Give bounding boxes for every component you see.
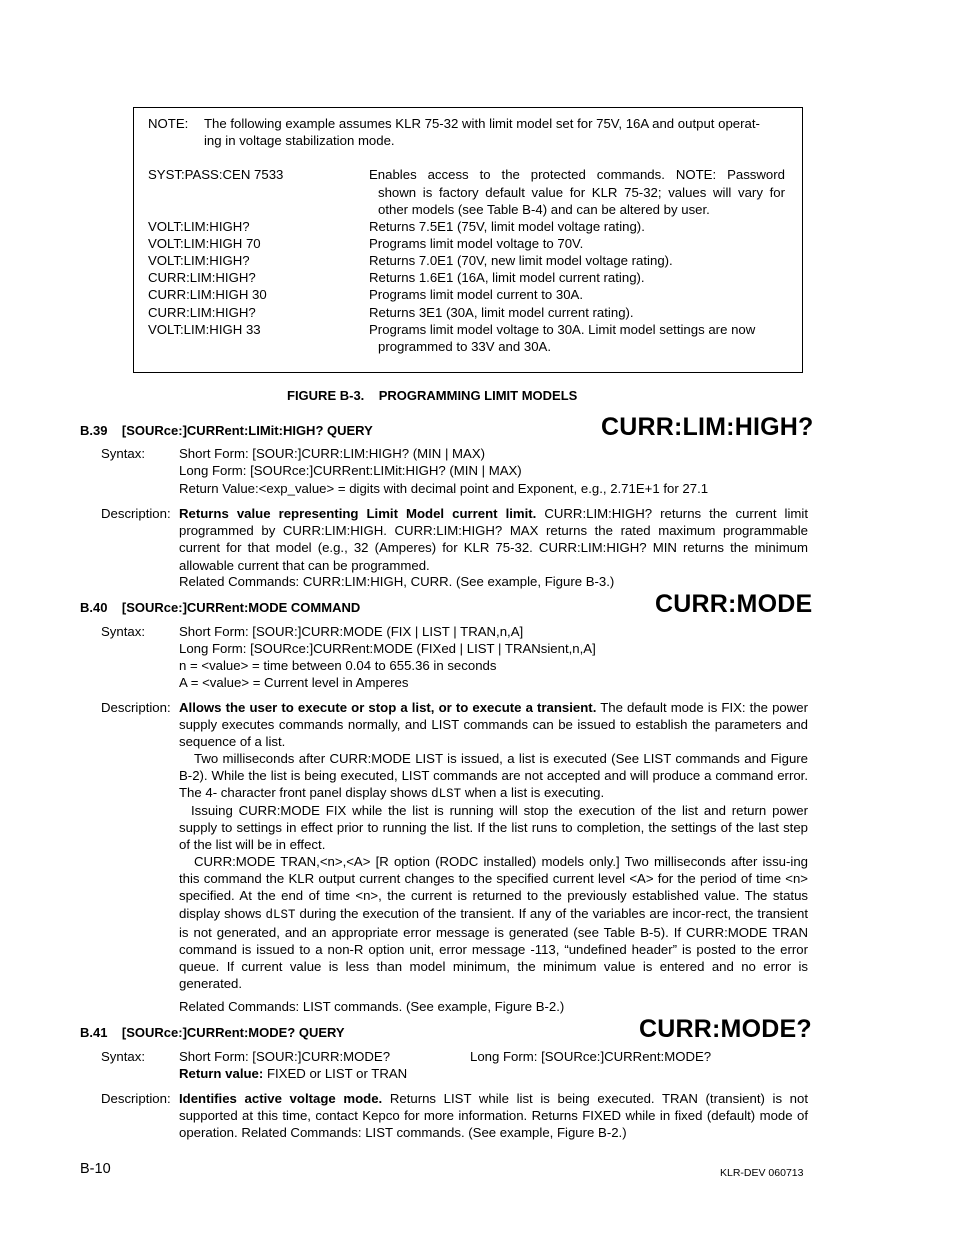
description-label: Description: [101, 506, 171, 521]
example-cmd: SYST:PASS:CEN 7533 [148, 167, 284, 182]
example-desc: other models (see Table B-4) and can be altered by user. [378, 202, 710, 217]
example-desc: Returns 3E1 (30A, limit model current rating). [369, 305, 634, 320]
note-line-2: ing in voltage stabilization mode. [204, 133, 395, 148]
example-desc: Returns 7.0E1 (70V, new limit model voltage rating). [369, 253, 673, 268]
note-line-1: The following example assumes KLR 75-32 with limit model set for 75V, 16A and output operat- [204, 116, 760, 131]
command-title-b40: CURR:MODE [655, 590, 813, 618]
example-desc: Returns 7.5E1 (75V, limit model voltage rating). [369, 219, 645, 234]
section-heading-b41: B.41 [SOURce:]CURRent:MODE? QUERY [80, 1025, 345, 1040]
figure-caption: FIGURE B-3. PROGRAMMING LIMIT MODELS [287, 388, 578, 403]
syntax-label: Syntax: [101, 446, 145, 461]
syntax-long-form: Long Form: [SOURce:]CURRent:LIMit:HIGH? (MIN | MAX) [179, 463, 522, 478]
example-desc: shown is factory default value for KLR 75-32; values will vary for [378, 185, 785, 200]
example-cmd: CURR:LIM:HIGH? [148, 270, 256, 285]
syntax-long-form: Long Form: [SOURce:]CURRent:MODE (FIXed | LIST | TRANsient,n,A] [179, 641, 596, 656]
example-cmd: VOLT:LIM:HIGH? [148, 219, 250, 234]
syntax-return-value: Return value: FIXED or LIST or TRAN [179, 1066, 408, 1081]
note-label: NOTE: [148, 116, 189, 131]
syntax-short-form: Short Form: [SOUR:]CURR:MODE (FIX | LIST | TRAN,n,A] [179, 624, 524, 639]
example-desc: Programs limit model voltage to 30A. Limit model settings are now [369, 322, 756, 337]
syntax-label: Syntax: [101, 624, 145, 639]
syntax-long-form: Long Form: [SOURce:]CURRent:MODE? [470, 1049, 712, 1064]
section-heading-b40: B.40 [SOURce:]CURRent:MODE COMMAND [80, 600, 361, 615]
description-paragraph-3: Issuing CURR:MODE FIX while the list is running will stop the execution of the list and return power supply to settings in effect prior to running the list. If the list runs to completion, the settings of the last step of the list will be in effect. [179, 803, 808, 853]
example-desc: programmed to 33V and 30A. [378, 339, 552, 354]
command-title-b41: CURR:MODE? [639, 1015, 812, 1043]
description-paragraph-2: Two milliseconds after CURR:MODE LIST is issued, a list is executed (See LIST commands and Figure B-2). While the list is being executed, LIST commands are not accepted and will produce a command error. The 4- character front panel display shows dLST when a list is executing. [179, 751, 808, 802]
example-cmd: CURR:LIM:HIGH? [148, 305, 256, 320]
document-id: KLR-DEV 060713 [720, 1167, 804, 1179]
page-number: B-10 [80, 1161, 111, 1177]
description-text: Identifies active voltage mode. Returns LIST while list is being executed. TRAN (transient) is not supported at this time, contact Kepco for more information. Returns FIXED while in fixed (default) mode of operation. Related Commands: LIST commands. (See example, Figure B-2.) [179, 1091, 808, 1141]
example-desc: Returns 1.6E1 (16A, limit model current rating). [369, 270, 645, 285]
example-cmd: VOLT:LIM:HIGH? [148, 253, 250, 268]
section-heading-b39: B.39 [SOURce:]CURRent:LIMit:HIGH? QUERY [80, 423, 373, 438]
syntax-short-form: Short Form: [SOUR:]CURR:LIM:HIGH? (MIN | MAX) [179, 446, 486, 461]
syntax-short-form: Short Form: [SOUR:]CURR:MODE? [179, 1049, 391, 1064]
description-paragraph-4: CURR:MODE TRAN,<n>,<A> [R option (RODC installed) models only.] Two milliseconds after issu-ing this command the KLR output current changes to the specified current level <A> for the period of time <n> specified. At the end of time <n>, the current is returned to the previously established value. The status display shows dLST during the execution of the transient. If any of the variables are incor-rect, the transient is not generated, and an appropriate error message is generated (see Table B-5). If CURR:MODE TRAN command is issued to a non-R option unit, error message -113, “undefined header” is posted to the error queue. If current value is less than model minimum, the minimum value is entered and no error is generated. [179, 854, 808, 992]
example-desc: Enables access to the protected commands. NOTE: Password [369, 167, 785, 182]
example-desc: Programs limit model voltage to 70V. [369, 236, 584, 251]
description-label: Description: [101, 1091, 171, 1106]
command-title-b39: CURR:LIM:HIGH? [601, 413, 814, 441]
example-cmd: VOLT:LIM:HIGH 33 [148, 322, 261, 337]
example-cmd: CURR:LIM:HIGH 30 [148, 287, 267, 302]
syntax-param-n: n = <value> = time between 0.04 to 655.36 in seconds [179, 658, 497, 673]
example-desc: Programs limit model current to 30A. [369, 287, 584, 302]
description-text: Returns value representing Limit Model current limit. CURR:LIM:HIGH? returns the current limit programmed by CURR:LIM:HIGH. CURR:LIM:HIGH? MAX returns the rated maximum programmable current for that model (e.g., 32 (Amperes) for KLR 75-32. CURR:LIM:HIGH? MIN returns the minimum allowable current that can be programmed. [179, 506, 808, 573]
related-commands: Related Commands: CURR:LIM:HIGH, CURR. (See example, Figure B-3.) [179, 574, 615, 589]
description-label: Description: [101, 700, 171, 715]
related-commands: Related Commands: LIST commands. (See example, Figure B-2.) [179, 999, 565, 1014]
syntax-param-a: A = <value> = Current level in Amperes [179, 675, 409, 690]
syntax-return-value: Return Value:<exp_value> = digits with decimal point and Exponent, e.g., 2.71E+1 for 27.1 [179, 481, 709, 496]
syntax-label: Syntax: [101, 1049, 145, 1064]
description-paragraph-1: Allows the user to execute or stop a list, or to execute a transient. The default mode is FIX: the power supply executes commands normally, and LIST commands can be issued to establish the parameters and sequence of a list. [179, 700, 808, 750]
example-cmd: VOLT:LIM:HIGH 70 [148, 236, 261, 251]
